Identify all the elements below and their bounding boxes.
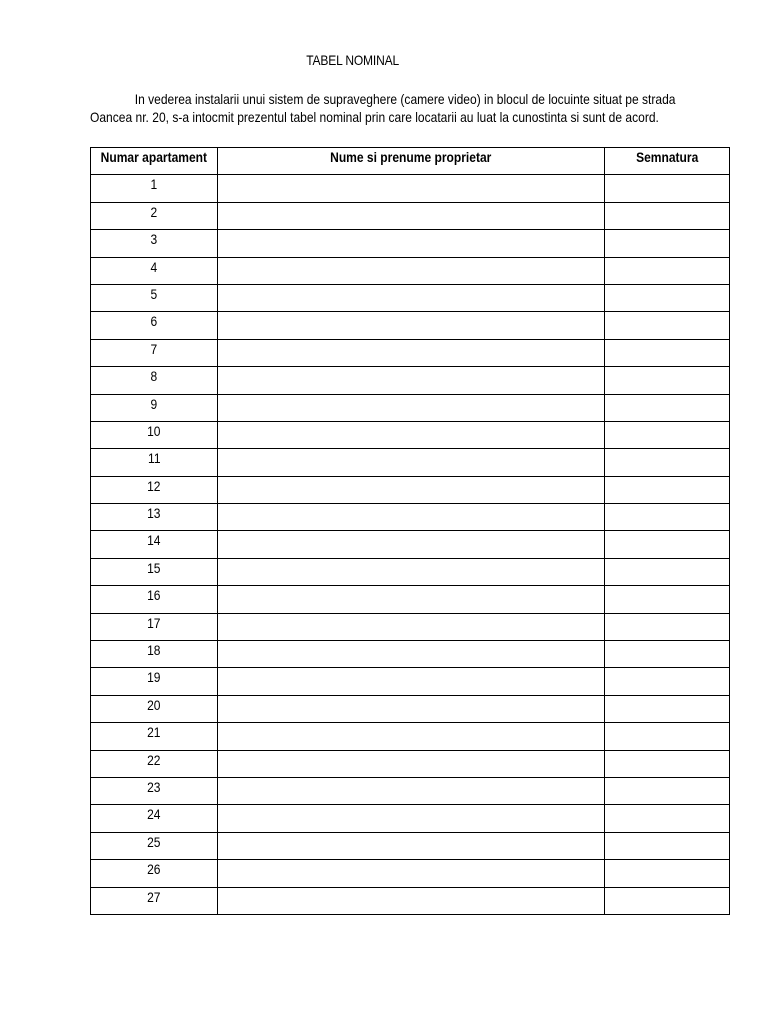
apartment-number-cell-text: 3 [150,231,158,248]
table-row [91,504,730,531]
intro-line-2: Oancea nr. 20, s-a intocmit prezentul tabel nominal prin care locatarii au luat la cunostinta si sunt de acord. [90,109,659,125]
apartment-number-cell [91,230,218,257]
page-title: TABEL NOMINAL [306,52,399,68]
signature-cell[interactable] [605,202,730,229]
table-row [91,613,730,640]
signature-cell[interactable] [605,887,730,914]
apartment-number-cell [91,339,218,366]
owner-name-cell[interactable] [218,668,605,695]
signature-cell[interactable] [605,504,730,531]
table-row [91,421,730,448]
apartment-number-cell-text: 27 [147,888,161,905]
owner-name-cell[interactable] [218,805,605,832]
owner-name-cell[interactable] [218,641,605,668]
owner-name-cell[interactable] [218,449,605,476]
apartment-number-cell-text: 20 [147,696,161,713]
tenant-table [90,147,730,915]
apartment-number-cell-text: 5 [150,285,158,302]
signature-cell[interactable] [605,476,730,503]
apartment-number-cell-text: 26 [147,861,161,878]
apartment-number-cell [91,750,218,777]
table-row [91,175,730,202]
signature-cell[interactable] [605,641,730,668]
apartment-number-cell-text: 6 [150,313,158,330]
signature-cell[interactable] [605,668,730,695]
apartment-number-cell-text: 10 [147,422,161,439]
apartment-number-cell [91,832,218,859]
apartment-number-cell [91,504,218,531]
owner-name-cell[interactable] [218,504,605,531]
apartment-number-cell-text: 16 [147,587,161,604]
owner-name-cell[interactable] [218,887,605,914]
apartment-number-cell-text: 12 [147,477,161,494]
apartment-number-cell [91,695,218,722]
table-row [91,750,730,777]
apartment-number-cell [91,394,218,421]
apartment-number-cell [91,668,218,695]
header-owner-name: Nume si prenume proprietar [218,148,605,175]
signature-cell[interactable] [605,257,730,284]
table-row [91,367,730,394]
apartment-number-cell-text: 23 [147,778,161,795]
signature-cell[interactable] [605,230,730,257]
table-row [91,312,730,339]
owner-name-cell[interactable] [218,421,605,448]
apartment-number-cell [91,202,218,229]
apartment-number-cell [91,805,218,832]
intro-paragraph [90,90,726,126]
apartment-number-cell [91,421,218,448]
table-row [91,668,730,695]
signature-cell[interactable] [605,860,730,887]
owner-name-cell[interactable] [218,257,605,284]
signature-cell[interactable] [605,394,730,421]
apartment-number-cell [91,860,218,887]
apartment-number-cell [91,531,218,558]
apartment-number-cell-text: 8 [150,368,158,385]
table-row [91,558,730,585]
apartment-number-cell-text: 4 [150,258,158,275]
table-row [91,695,730,722]
signature-cell[interactable] [605,312,730,339]
signature-cell[interactable] [605,586,730,613]
table-row [91,641,730,668]
owner-name-cell[interactable] [218,558,605,585]
signature-cell[interactable] [605,531,730,558]
apartment-number-cell [91,723,218,750]
owner-name-cell[interactable] [218,531,605,558]
header-signature: Semnatura [605,148,730,175]
table-row [91,723,730,750]
apartment-number-cell [91,312,218,339]
apartment-number-cell [91,641,218,668]
table-row [91,230,730,257]
signature-cell[interactable] [605,175,730,202]
apartment-number-cell-text: 9 [150,395,158,412]
owner-name-cell[interactable] [218,230,605,257]
signature-cell[interactable] [605,558,730,585]
apartment-number-cell [91,284,218,311]
owner-name-cell[interactable] [218,312,605,339]
apartment-number-cell-text: 21 [147,724,161,741]
table-row [91,284,730,311]
apartment-number-cell-text: 25 [147,833,161,850]
owner-name-cell[interactable] [218,367,605,394]
apartment-number-cell-text: 7 [150,340,158,357]
signature-cell[interactable] [605,613,730,640]
table-body [91,175,730,915]
apartment-number-cell-text: 22 [147,751,161,768]
signature-cell[interactable] [605,284,730,311]
signature-cell[interactable] [605,750,730,777]
apartment-number-cell [91,449,218,476]
owner-name-cell[interactable] [218,723,605,750]
apartment-number-cell [91,558,218,585]
table-row [91,531,730,558]
signature-cell[interactable] [605,339,730,366]
owner-name-cell[interactable] [218,613,605,640]
apartment-number-cell [91,586,218,613]
table-row [91,586,730,613]
apartment-number-cell [91,175,218,202]
apartment-number-cell [91,367,218,394]
apartment-number-cell-text: 24 [147,806,161,823]
owner-name-cell[interactable] [218,202,605,229]
signature-cell[interactable] [605,805,730,832]
table-row [91,805,730,832]
apartment-number-cell-text: 17 [147,614,161,631]
apartment-number-cell-text: 18 [147,642,161,659]
table-row [91,860,730,887]
owner-name-cell[interactable] [218,832,605,859]
apartment-number-cell-text: 15 [147,559,161,576]
intro-line-1: In vederea instalarii unui sistem de supraveghere (camere video) in blocul de locuinte situat pe strada [134,91,676,107]
owner-name-cell[interactable] [218,586,605,613]
apartment-number-cell-text: 19 [147,669,161,686]
apartment-number-cell [91,777,218,804]
apartment-number-cell-text: 13 [147,505,161,522]
apartment-number-cell-text: 2 [150,203,158,220]
signature-cell[interactable] [605,695,730,722]
apartment-number-cell-text: 14 [147,532,161,549]
owner-name-cell[interactable] [218,777,605,804]
owner-name-cell[interactable] [218,476,605,503]
table-row [91,339,730,366]
table-row [91,449,730,476]
table-row [91,777,730,804]
owner-name-cell[interactable] [218,394,605,421]
table-row [91,394,730,421]
signature-cell[interactable] [605,367,730,394]
signature-cell[interactable] [605,832,730,859]
apartment-number-cell [91,257,218,284]
owner-name-cell[interactable] [218,175,605,202]
table-row [91,257,730,284]
signature-cell[interactable] [605,449,730,476]
apartment-number-cell-text: 11 [147,450,161,467]
table-row [91,832,730,859]
table-row [91,887,730,914]
apartment-number-cell-text: 1 [150,176,158,193]
apartment-number-cell [91,476,218,503]
apartment-number-cell [91,613,218,640]
apartment-number-cell [91,887,218,914]
header-apartment: Numar apartament [91,148,218,175]
owner-name-cell[interactable] [218,339,605,366]
table-header-row [91,148,730,175]
owner-name-cell[interactable] [218,750,605,777]
owner-name-cell[interactable] [218,860,605,887]
owner-name-cell[interactable] [218,284,605,311]
owner-name-cell[interactable] [218,695,605,722]
signature-cell[interactable] [605,723,730,750]
table-row [91,202,730,229]
table-row [91,476,730,503]
signature-cell[interactable] [605,777,730,804]
signature-cell[interactable] [605,421,730,448]
